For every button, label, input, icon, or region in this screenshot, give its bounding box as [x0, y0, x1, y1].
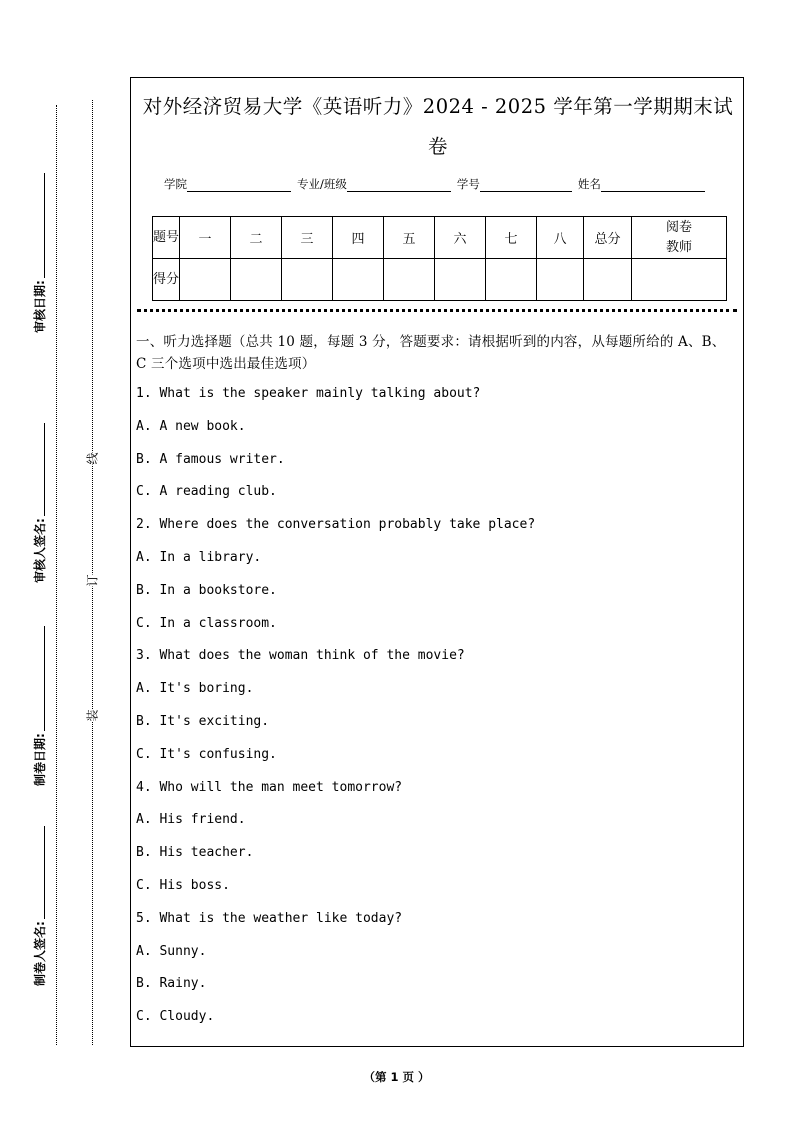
question-text: 5. What is the weather like today?: [136, 910, 403, 926]
section-instructions: 一、听力选择题（总共 10 题，每题 3 分，答题要求：请根据听到的内容，从每题所给的 A、B、C 三个选项中选出最佳选项）: [136, 334, 726, 372]
grader-label-1: 阅卷: [665, 219, 692, 235]
option-b[interactable]: B. Rainy.: [136, 976, 207, 992]
col-2: 二: [231, 217, 282, 259]
field-college-blank[interactable]: [187, 179, 291, 192]
exam-paper: [130, 77, 744, 1047]
score-cell-total[interactable]: [584, 259, 632, 301]
col-4: 四: [333, 217, 384, 259]
question-1: [136, 384, 736, 515]
option-a[interactable]: A. His friend.: [136, 812, 246, 828]
option-b[interactable]: B. His teacher.: [136, 845, 254, 861]
student-info-row: [164, 176, 705, 192]
maker-sign-field: [32, 826, 48, 986]
score-table-header-row: [153, 217, 727, 259]
row-label-question-no: 题号: [153, 217, 180, 259]
option-b[interactable]: B. It's exciting.: [136, 713, 270, 729]
grader-label-2: 教师: [665, 239, 692, 255]
score-cell-3[interactable]: [282, 259, 333, 301]
field-id-label: 学号: [456, 177, 480, 191]
col-total: 总分: [584, 217, 632, 259]
question-5: [136, 909, 736, 1040]
section-divider: [137, 309, 737, 312]
option-c[interactable]: C. In a classroom.: [136, 615, 277, 631]
col-1: 一: [180, 217, 231, 259]
option-a[interactable]: A. In a library.: [136, 549, 262, 565]
section-listening: [136, 331, 736, 1040]
binding-dotted-line-outer: [56, 105, 57, 1045]
score-table: [152, 216, 727, 301]
question-2: [136, 515, 736, 646]
reviewer-date-label: 审核日期:: [33, 280, 47, 333]
question-text: 2. Where does the conversation probably take place?: [136, 517, 536, 533]
option-c[interactable]: C. It's confusing.: [136, 746, 277, 762]
col-6: 六: [435, 217, 486, 259]
maker-date-label: 制卷日期:: [33, 733, 47, 786]
page-number: （第 1 页 ）: [363, 1070, 430, 1084]
cut-char-pack: 装: [83, 709, 102, 721]
col-8: 八: [537, 217, 584, 259]
option-a[interactable]: A. A new book.: [136, 418, 246, 434]
field-major-label: 专业/班级: [297, 177, 347, 191]
field-id-blank[interactable]: [480, 179, 572, 192]
score-cell-8[interactable]: [537, 259, 584, 301]
field-name-blank[interactable]: [601, 179, 705, 192]
option-a[interactable]: A. Sunny.: [136, 943, 207, 959]
reviewer-sign-field: [32, 423, 48, 583]
field-major-blank[interactable]: [347, 179, 451, 192]
option-c[interactable]: C. His boss.: [136, 877, 230, 893]
col-5: 五: [384, 217, 435, 259]
exam-title-line1: 对外经济贸易大学《英语听力》2024 - 2025 学年第一学期期末试: [142, 95, 734, 118]
option-b[interactable]: B. In a bookstore.: [136, 582, 277, 598]
score-cell-grader[interactable]: [632, 259, 727, 301]
field-college-label: 学院: [164, 177, 187, 191]
question-text: 3. What does the woman think of the movie?: [136, 648, 465, 664]
option-c[interactable]: C. A reading club.: [136, 484, 277, 500]
score-cell-2[interactable]: [231, 259, 282, 301]
maker-sign-label: 制卷人签名:: [33, 921, 47, 986]
binding-dotted-line-inner: [92, 100, 93, 1045]
option-c[interactable]: C. Cloudy.: [136, 1009, 215, 1025]
maker-date-field: [32, 626, 48, 786]
question-3: [136, 646, 736, 777]
field-name-label: 姓名: [577, 177, 601, 191]
reviewer-date-field: [32, 173, 48, 333]
question-text: 4. Who will the man meet tomorrow?: [136, 779, 403, 795]
cut-char-line: 线: [83, 452, 102, 464]
score-cell-6[interactable]: [435, 259, 486, 301]
question-text: 1. What is the speaker mainly talking about?: [136, 386, 481, 401]
score-cell-1[interactable]: [180, 259, 231, 301]
score-table-score-row: [153, 259, 727, 301]
col-3: 三: [282, 217, 333, 259]
reviewer-sign-label: 审核人签名:: [33, 518, 47, 583]
option-b[interactable]: B. A famous writer.: [136, 451, 285, 467]
question-4: [136, 778, 736, 909]
score-cell-7[interactable]: [486, 259, 537, 301]
row-label-score: 得分: [153, 259, 180, 301]
col-7: 七: [486, 217, 537, 259]
score-cell-4[interactable]: [333, 259, 384, 301]
exam-title-line2: 卷: [427, 135, 448, 158]
col-grader: [632, 217, 727, 259]
cut-char-bind: 订: [83, 574, 102, 586]
score-cell-5[interactable]: [384, 259, 435, 301]
option-a[interactable]: A. It's boring.: [136, 681, 254, 697]
